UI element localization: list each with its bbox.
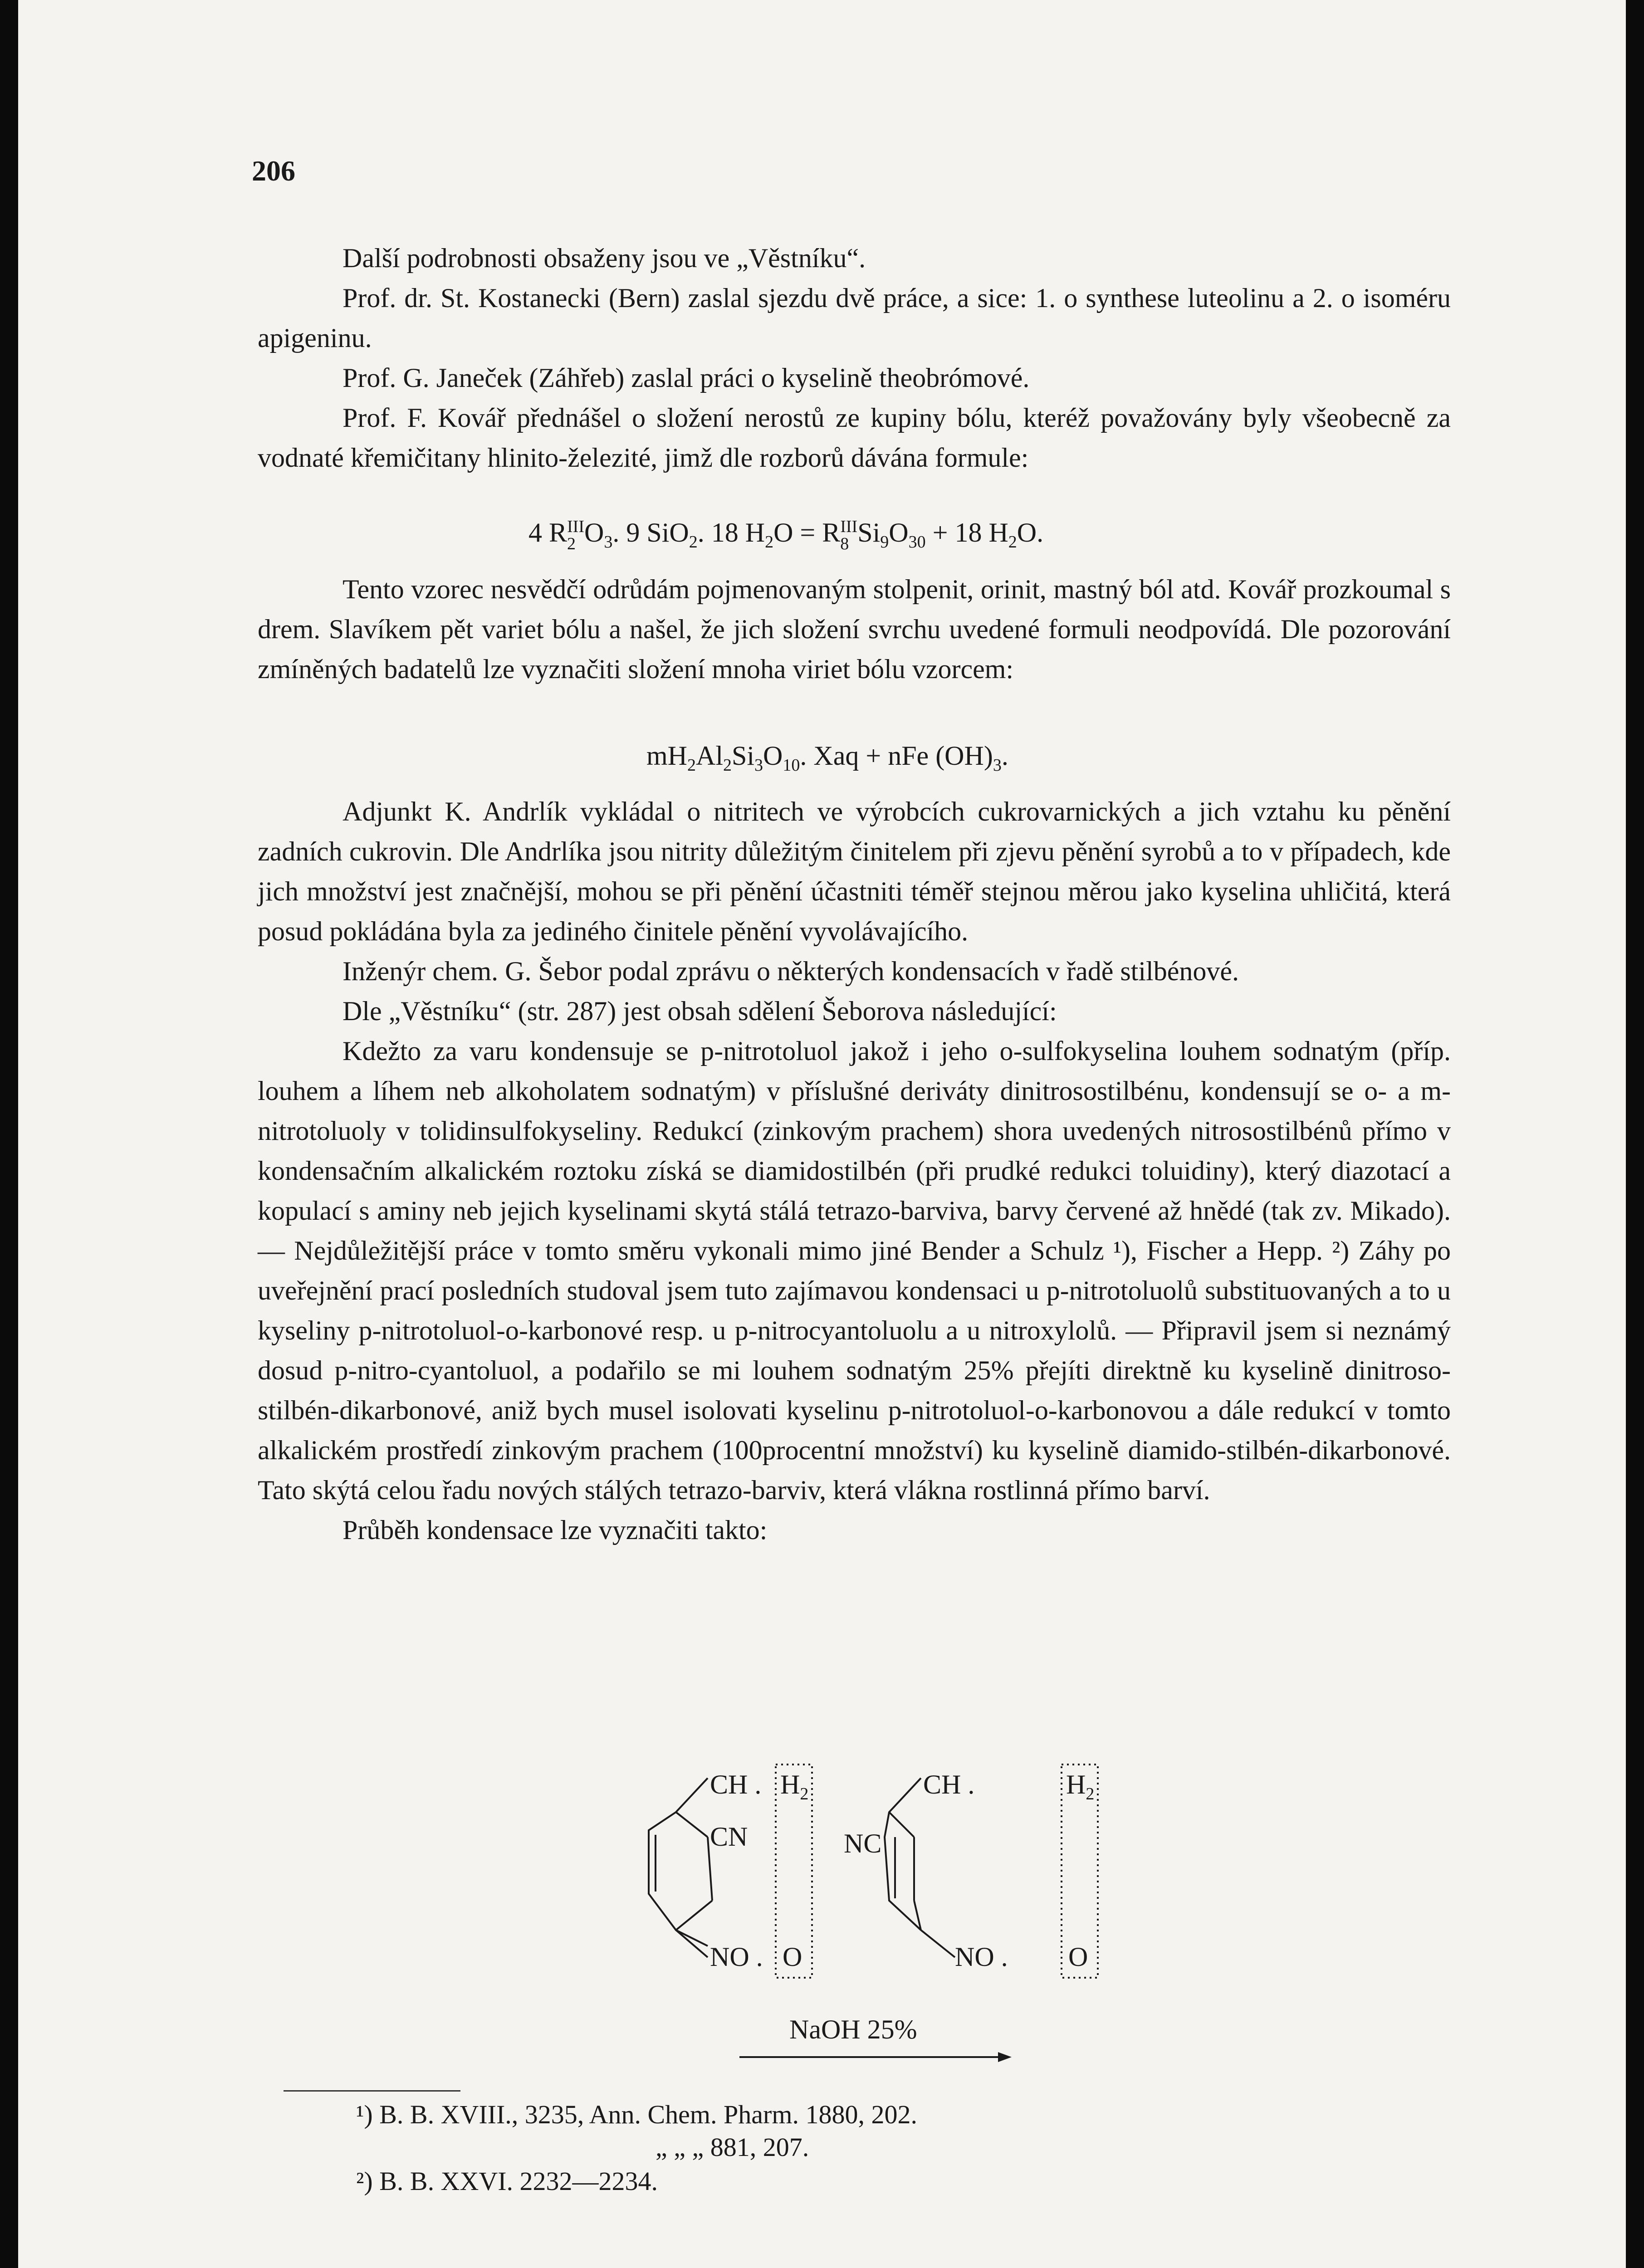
paragraph: Kdežto za varu kondensuje se p-nitrotoluol jakož i jeho o-sulfokyselina louhem sodnatým (příp. louhem a líhem neb alkoholatem sodnatým) v příslušné deriváty dinitrosostilbénu, kondensují se o- a m-nitrotoluoly v tolidinsulfokyseliny. Redukcí (zinkovým prachem) shora uvedených nitrosostilbénů přímo v kondensačním alkalickém roztoku získá se diamidostilbén (při prudké redukci toluidiny), který diazotací a kopulací s aminy neb jejich kyselinami skytá stálá tetrazo-barviva, barvy červené až hnědé (tak zv. Mikado). — Nejdůležitější práce v tomto směru vykonali mimo jiné Bender a Schulz ¹), Fischer a Hepp. ²) Záhy po uveřejnění prací posledních studoval jsem tuto zajímavou kondensaci u p-nitrotoluolů substituovaných a to u kyseliny p-nitrotoluol-o-karbonové resp. u p-nitrocyantoluolu a u nitroxylolů. — Připravil jsem si neznámý dosud p-nitro-cyantoluol, a podařilo se mi louhem sodnatým 25% přejíti direktně ku kyselině dinitroso-stilbén-dikarbonové, aniž bych musel isolovati kyselinu p-nitrotoluol-o-karbonovou a dále redukcí v tomto alkalickém prostředí zinkovým prachem (100procentní množství) ku kyselině diamido-stilbén-dikarbonové. Tato skýtá celou řadu nových stálých tetrazo-barviv, která vlákna rostlinná přímo barví.	[258, 1036, 1451, 1505]
reagent-label: NaOH 25%	[789, 2014, 917, 2044]
paragraph: Adjunkt K. Andrlík vykládal o nitritech ve výrobcích cukrovarnických a jich vztahu ku pěnění zadních cukrovin. Dle Andrlíka jsou nitrity důležitým činitelem při zjevu pěnění syrobů a to v případech, kde jich množství jest značnější, mohou se při pěnění účastniti téměř stejnou měrou jako kyselina uhličitá, která posud pokládána byla za jediného činitele pěnění vyvolávajícího.	[258, 797, 1451, 946]
left-ch-label: CH .	[710, 1769, 762, 1799]
condensation-scheme	[621, 1755, 1120, 1982]
text-block-3	[258, 792, 1451, 1550]
formula-bolus-composition: 4 R III 2 $O_3$. 9 SiO$_2$. 18 $H_2O = R$ III 8 $Si_9O_{30} + 18$ $H_2O$.	[528, 517, 1044, 554]
reaction-arrow-icon	[739, 2050, 1012, 2064]
paragraph: Prof. dr. St. Kostanecki (Bern) zaslal sjezdu dvě práce, a sice: 1. o synthese luteolinu a 2. o isoméru apigeninu.	[258, 283, 1451, 353]
paragraph: Další podrobnosti obsaženy jsou ve „Věstníku“.	[342, 243, 866, 273]
footnote-1: ¹) B. B. XVIII., 3235, Ann. Chem. Pharm. 1880, 202.	[356, 2100, 917, 2129]
footnote-2: ²) B. B. XXVI. 2232—2234.	[356, 2166, 658, 2196]
benzene-rings-drawing	[621, 1755, 1120, 1982]
paragraph: Inženýr chem. G. Šebor podal zprávu o některých kondensacích v řadě stilbénové.	[342, 956, 1239, 986]
right-o-label: O	[1068, 1942, 1088, 1972]
left-h2-label: $H_2$	[780, 1769, 809, 1804]
left-cn-label: CN	[710, 1822, 748, 1852]
left-no-label: NO .	[710, 1942, 763, 1972]
page-number: 206	[252, 155, 295, 187]
left-o-label: O	[783, 1942, 802, 1972]
right-h2-label: $H_2$	[1066, 1769, 1095, 1804]
footnote-1-ditto: „ „ „ 881, 207.	[656, 2132, 809, 2162]
paragraph: Dle „Věstníku“ (str. 287) jest obsah sdělení Šeborova následující:	[342, 996, 1057, 1026]
paragraph: Tento vzorec nesvědčí odrůdám pojmenovaným stolpenit, orinit, mastný ból atd. Kovář prozkoumal s drem. Slavíkem pět variet bólu a našel, že jich složení svrchu uvedené formuli neodpovídá. Dle pozorování zmíněných badatelů lze vyznačiti složení mnoha viriet bólu vzorcem:	[258, 574, 1451, 684]
paragraph: Prof. F. Kovář přednášel o složení nerostů ze kupiny bólu, kteréž považovány byly všeobecně za vodnaté křemičitany hlinito-železité, jimž dle rozborů dávána formule:	[258, 403, 1451, 473]
text-block-1	[258, 238, 1451, 478]
right-no-label: NO .	[955, 1942, 1008, 1972]
document-page	[18, 0, 1626, 2268]
right-nc-label: NC	[844, 1828, 882, 1858]
paragraph: Prof. G. Janeček (Záhřeb) zaslal práci o kyselině theobrómové.	[342, 363, 1030, 393]
text-block-2	[258, 569, 1451, 689]
formula-viriet-bolus: $mH_2Al_2Si_3O_{10}$. Xaq + nFe $(OH)_3$.	[646, 741, 1008, 775]
paragraph: Průběh kondensace lze vyznačiti takto:	[342, 1515, 768, 1545]
right-ch-label: CH .	[923, 1769, 975, 1799]
footnote-divider	[284, 2090, 460, 2092]
